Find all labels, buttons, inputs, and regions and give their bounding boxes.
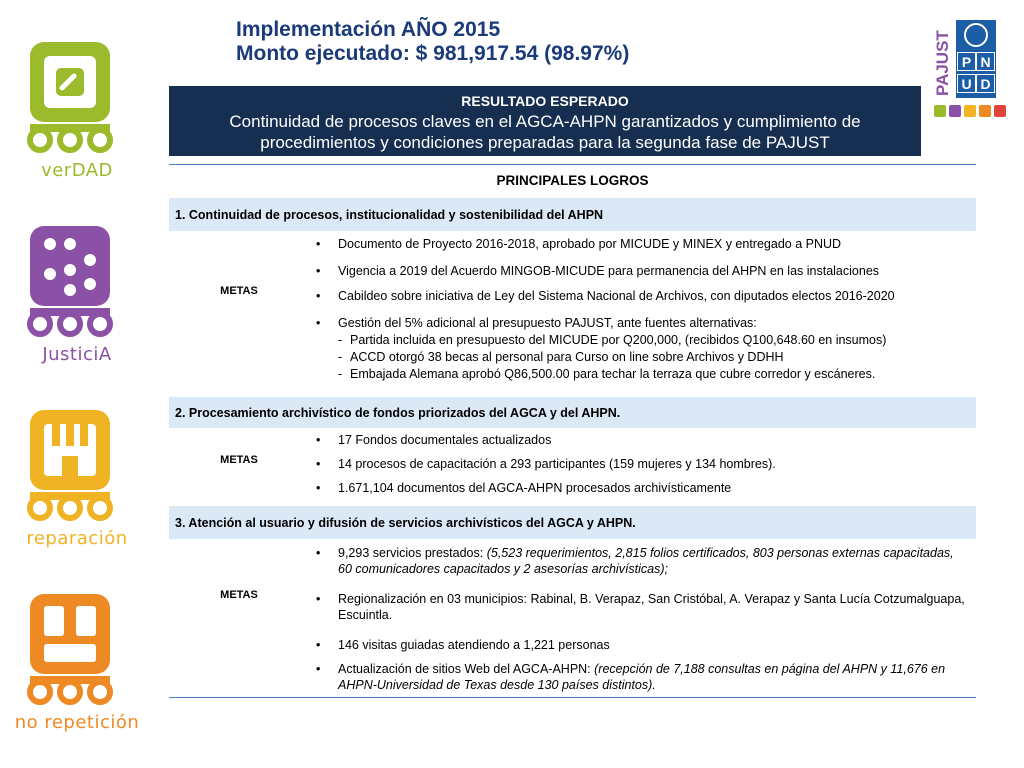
pnud-p: P: [957, 52, 976, 71]
mini-logos: [934, 105, 1006, 117]
list-item: • 17 Fondos documentales actualizados: [316, 433, 552, 447]
section-2-metas: METAS: [220, 454, 258, 466]
section-1-title: 1. Continuidad de procesos, institucionalidad y sostenibilidad del AHPN: [169, 198, 976, 231]
mini-norepeticion-icon: [979, 105, 991, 117]
sub-item: - ACCD otorgó 38 becas al personal para Curso on line sobre Archivos y DDHH: [338, 350, 784, 364]
norepeticion-label: no repetición: [14, 712, 140, 733]
list-item: • 9,293 servicios prestados: (5,523 requerimientos, 2,815 folios certificados, 803 personas externas capacitadas, 60 comunicadores capacitados y 2 asesorías archivísticas);: [316, 546, 954, 576]
justicia-label: JusticiA: [42, 344, 112, 365]
norepeticion-logo: [14, 592, 140, 733]
reparacion-logo: [22, 408, 132, 549]
pnud-u: U: [957, 74, 976, 93]
table-bottom-border: [169, 697, 976, 698]
list-item: • Cabildeo sobre iniciativa de Ley del Sistema Nacional de Archivos, con diputados electos 2016-2020: [316, 289, 895, 303]
justicia-glyph-icon: [22, 224, 132, 344]
section-2-title: 2. Procesamiento archivístico de fondos priorizados del AGCA y del AHPN.: [169, 397, 976, 428]
list-item: • Actualización de sitios Web del AGCA-AHPN: (recepción de 7,188 consultas en página del AHPN y 11,676 en AHPN-Universidad de Texas desde 130 países distintos).: [316, 662, 946, 692]
pnud-logo: [956, 20, 996, 98]
pajust-text: PAJUST: [933, 30, 952, 96]
pajust-logo: [930, 20, 954, 98]
norepeticion-glyph-icon: [22, 592, 132, 712]
verdad-label: verDAD: [41, 160, 113, 181]
mini-reparacion-icon: [964, 105, 976, 117]
pnud-n: N: [976, 52, 995, 71]
logros-header: PRINCIPALES LOGROS: [169, 164, 976, 199]
verdad-logo: [22, 40, 132, 181]
reparacion-glyph-icon: [22, 408, 132, 528]
section-3-title: 3. Atención al usuario y difusión de servicios archivísticos del AGCA y AHPN.: [169, 506, 976, 539]
un-emblem-icon: [964, 23, 988, 47]
section-1-metas: METAS: [220, 285, 258, 297]
page-title: [236, 18, 629, 66]
reparacion-label: reparación: [26, 528, 128, 549]
verdad-glyph-icon: [22, 40, 132, 160]
list-item: • 1.671,104 documentos del AGCA-AHPN procesados archivísticamente: [316, 481, 732, 495]
title-line-2: Monto ejecutado: $ 981,917.54 (98.97%): [236, 42, 630, 65]
mini-justicia-icon: [949, 105, 961, 117]
sub-item: - Embajada Alemana aprobó Q86,500.00 para techar la terraza que cubre corredor y escáneres.: [338, 367, 876, 381]
list-item: • 14 procesos de capacitación a 293 participantes (159 mujeres y 134 hombres).: [316, 457, 776, 471]
list-item: • 146 visitas guiadas atendiendo a 1,221 personas: [316, 638, 610, 652]
result-box: [169, 86, 921, 156]
list-item: • Vigencia a 2019 del Acuerdo MINGOB-MICUDE para permanencia del AHPN en las instalaciones: [316, 264, 880, 278]
mini-extra-icon: [994, 105, 1006, 117]
title-line-1: Implementación AÑO 2015: [236, 18, 501, 41]
list-item: • Regionalización en 03 municipios: Rabinal, B. Verapaz, San Cristóbal, A. Verapaz y Santa Lucía Cotzumalguapa, Escuintla.: [316, 592, 965, 622]
result-title: RESULTADO ESPERADO: [461, 93, 629, 109]
list-item: • Documento de Proyecto 2016-2018, aprobado por MICUDE y MINEX y entregado a PNUD: [316, 237, 842, 251]
sub-item: - Partida incluida en presupuesto del MICUDE por Q200,000, (recibidos Q100,648.60 en insumos): [338, 333, 887, 347]
pnud-d: D: [976, 74, 995, 93]
justicia-logo: [22, 224, 132, 365]
result-text: Continuidad de procesos claves en el AGCA-AHPN garantizados y cumplimiento de procedimientos y condiciones preparadas para la segunda fase de PAJUST: [229, 112, 861, 152]
section-3-metas: METAS: [220, 589, 258, 601]
mini-verdad-icon: [934, 105, 946, 117]
list-item: • Gestión del 5% adicional al presupuesto PAJUST, ante fuentes alternativas:: [316, 316, 757, 330]
